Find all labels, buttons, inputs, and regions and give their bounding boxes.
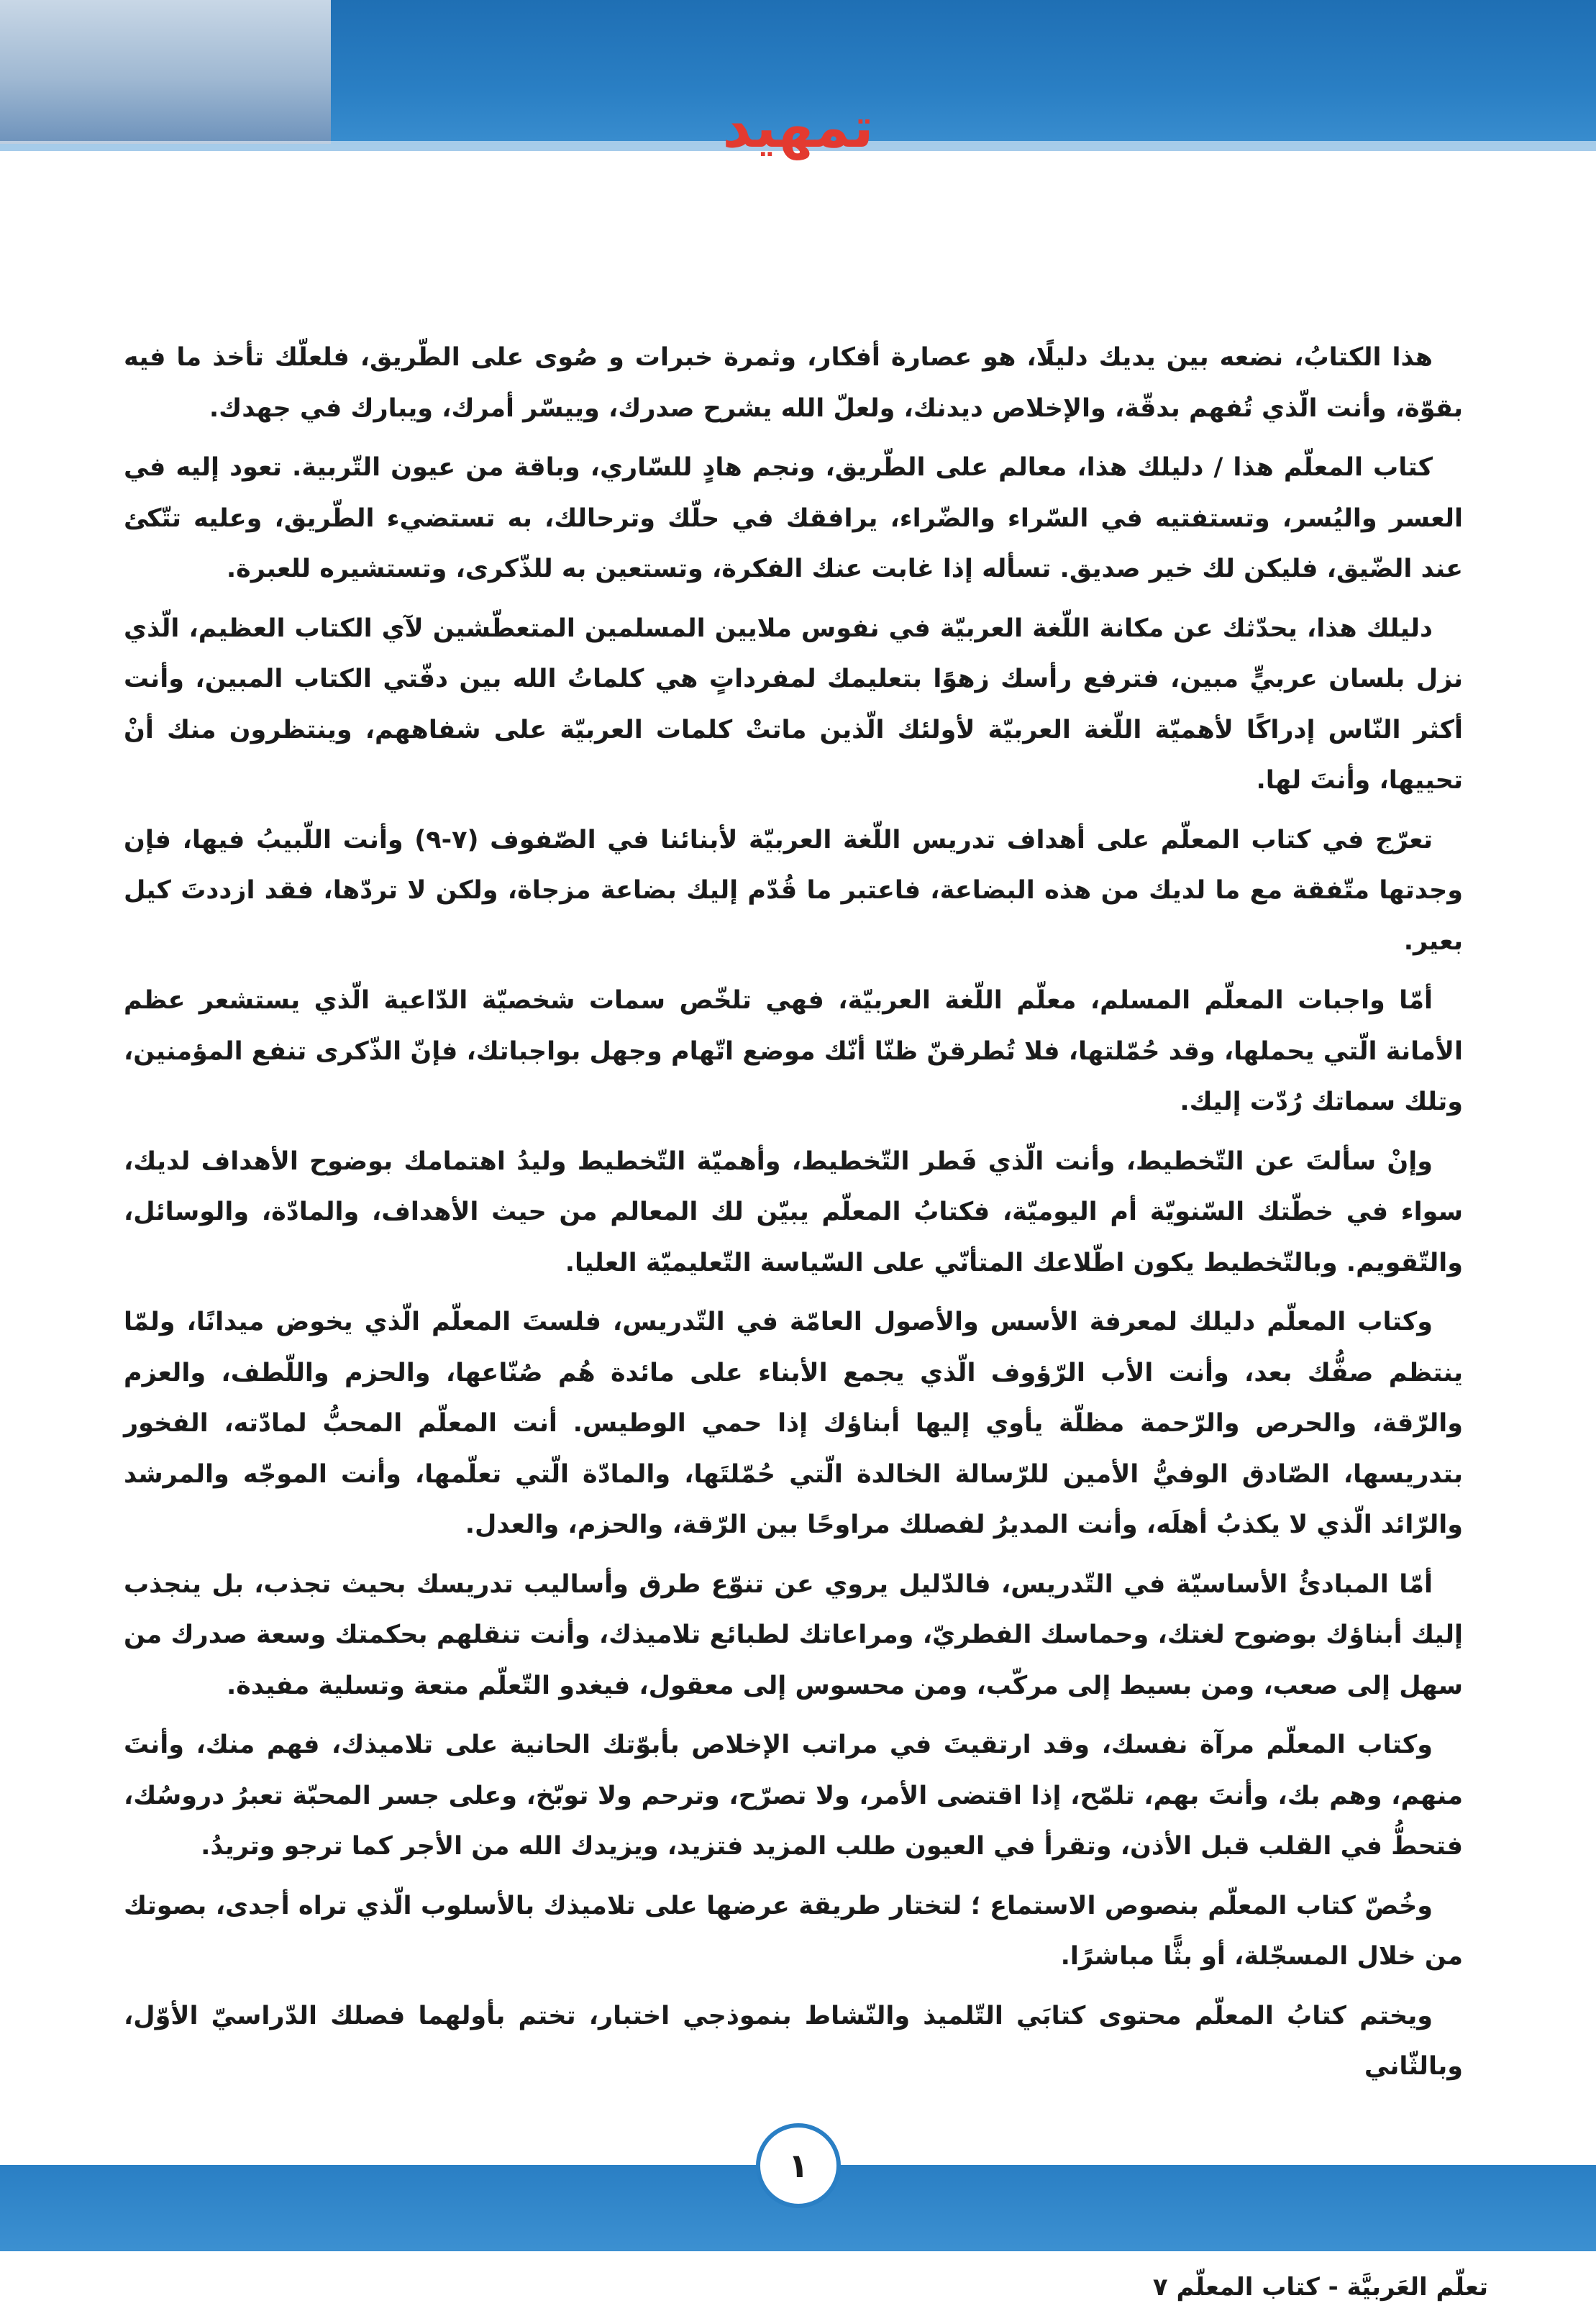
footer-book-title: تعلّم العَربيَّة - كتاب المعلّم ٧ — [1152, 2273, 1488, 2302]
document-body — [124, 332, 1463, 2101]
paragraph: وكتاب المعلّم مرآة نفسك، وقد ارتقيتَ في مراتب الإخلاص بأبوّتك الحانية على تلاميذك، فهم منك، وأنتَ منهم، وهم بك، وأنتَ بهم، تلمّح، إذا اقتضى الأمر، ولا تصرّح، وترحم ولا توبّخ، وعلى جسر المحبّة تعبرُ دروسُك، فتحطُّ في القلب قبل الأذن، وتقرأ في العيون طلب المزيد فتزيد، ويزيدك الله من الأجر كما ترجو وتريدُ. — [124, 1731, 1463, 1861]
paragraph: هذا الكتابُ، نضعه بين يديك دليلًا، هو عصارة أفكار، وثمرة خبرات و صُوى على الطّريق، فلعلّك تأخذ ما فيه بقوّة، وأنت الّذي تُفهم بدقّة، والإخلاص ديدنك، ولعلّ الله يشرح صدرك، وييسّر أمرك، ويبارك في جهدك. — [124, 343, 1463, 423]
paragraph: وخُصّ كتاب المعلّم بنصوص الاستماع ؛ لتختار طريقة عرضها على تلاميذك بالأسلوب الّذي تراه أجدى، بصوتك من خلال المسجّلة، أو بثًّا مباشرًا. — [124, 1891, 1463, 1971]
paragraph: أمّا المبادئُ الأساسيّة في التّدريس، فالدّليل يروي عن تنوّع طرق وأساليب تدريسك بحيث تجذب، بل ينجذب إليك أبناؤك بوضوح لغتك، وحماسك الفطريّ، ومراعاتك لطبائع تلاميذك، وأنت تنقلهم بحكمتك وسعة صدرك من سهل إلى صعب، ومن بسيط إلى مركّب، ومن محسوس إلى معقول، فيغدو التّعلّم متعة وتسلية مفيدة. — [124, 1569, 1463, 1700]
paragraph: وكتاب المعلّم دليلك لمعرفة الأسس والأصول العامّة في التّدريس، فلستَ المعلّم الّذي يخوض ميدانًا، ولمّا ينتظم صفُّك بعد، وأنت الأب الرّؤوف الّذي يجمع الأبناء على مائدة هُم صُنّاعها، والحزم واللّطف، والعزم والرّقة، والحرص والرّحمة مظلّة يأوي إليها أبناؤك إذا حمي الوطيس. أنت المعلّم المحبُّ لمادّته، الفخور بتدريسها، الصّادق الوفيُّ الأمين للرّسالة الخالدة الّتي حُمّلتَها، والمادّة الّتي تعلّمها، وأنت الموجّه والمرشد والرّائد الّذي لا يكذبُ أهلَه، وأنت المديرُ لفصلك مراوحًا بين الرّقة، والحزم، والعدل. — [124, 1308, 1463, 1539]
paragraph: دليلك هذا، يحدّثك عن مكانة اللّغة العربيّة في نفوس ملايين المسلمين المتعطّشين لآي الكتاب العظيم، الّذي نزل بلسان عربيٍّ مبين، فترفع رأسك زهوًا بتعليمك لمفرداتٍ هي كلماتُ الله بين دفّتي الكتاب المبين، وأنت أكثر النّاس إدراكًا لأهميّة اللّغة العربيّة لأولئك الّذين ماتتْ كلمات العربيّة على شفاههم، وينتظرون منك أنْ تحييها، وأنتَ لها. — [124, 614, 1463, 795]
paragraph: كتاب المعلّم هذا / دليلك هذا، معالم على الطّريق، ونجم هادٍ للسّاري، وباقة من عيون التّربية. تعود إليه في العسر واليُسر، وتستفتيه في السّراء والضّراء، يرافقك في حلّك وترحالك، به تستضيء الطّريق، وعليه تتّكئ عند الضّيق، فليكن لك خير صديق. تسأله إذا غابت عنك الفكرة، وتستعين به للذّكرى، وتستشيره للعبرة. — [124, 453, 1463, 583]
paragraph: تعرّج في كتاب المعلّم على أهداف تدريس اللّغة العربيّة لأبنائنا في الصّفوف (٧-٩) وأنت اللّبيبُ فيها، فإن وجدتها متّفقة مع ما لديك من هذه البضاعة، فاعتبر ما قُدّم إليك بضاعة مزجاة، ولكن لا تردّها، فقد ازددتَ كيل بعير. — [124, 825, 1463, 956]
paragraph: وإنْ سألتَ عن التّخطيط، وأنت الّذي فَطر التّخطيط، وأهميّة التّخطيط وليدُ اهتمامك بوضوح الأهداف لديك، سواء في خطّتك السّنويّة أم اليوميّة، فكتابُ المعلّم يبيّن لك المعالم من حيث الأهداف، والمادّة، والوسائل، والتّقويم. وبالتّخطيط يكون اطّلاعك المتأنّي على السّياسة التّعليميّة العليا. — [124, 1146, 1463, 1277]
paragraph: أمّا واجبات المعلّم المسلم، معلّم اللّغة العربيّة، فهي تلخّص سمات شخصيّة الدّاعية الّذي يستشعر عظم الأمانة الّتي يحملها، وقد حُمّلتها، فلا تُطرقنّ ظنّا أنّك موضع اتّهام وجهل بواجباتك، فإنّ الذّكرى تنفع المؤمنين، وتلك سماتك رُدّت إليك. — [124, 986, 1463, 1116]
page-title: تمهيد — [722, 96, 874, 160]
paragraph: ويختم كتابُ المعلّم محتوى كتابَي التّلميذ والنّشاط بنموذجي اختبار، تختم بأولهما فصلك الدّراسيّ الأوّل، وبالثّاني — [124, 2001, 1463, 2081]
page-number-badge: ١ — [756, 2123, 841, 2208]
